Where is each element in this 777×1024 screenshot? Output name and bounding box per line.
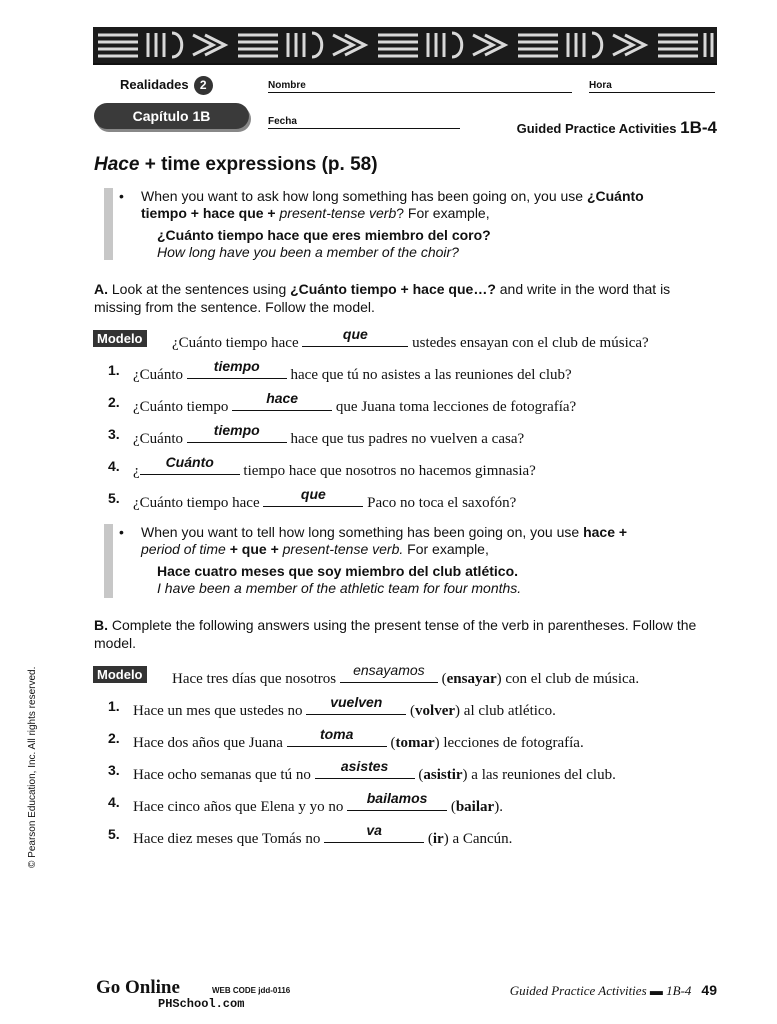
activity-heading	[517, 118, 717, 138]
answer-text: Cuánto	[165, 454, 214, 470]
nombre-field[interactable]	[268, 80, 306, 91]
answer-blank[interactable]	[232, 390, 332, 411]
part-b-item	[0, 758, 777, 783]
item-sentence	[133, 358, 572, 384]
item-sentence	[133, 390, 577, 416]
hora-line	[589, 92, 715, 93]
note1-l2a: tiempo + hace que +	[141, 205, 280, 221]
bullet-icon: •	[119, 524, 124, 540]
model-answer: que	[342, 326, 368, 342]
item-post: que Juana toma lecciones de fotografía?	[332, 399, 577, 415]
item-post: a las reuniones del club.	[467, 767, 616, 783]
item-number: 5.	[108, 826, 120, 842]
model-blank	[340, 662, 438, 683]
item-number: 2.	[108, 394, 120, 410]
note1-example-block	[125, 227, 735, 261]
part-b-item	[0, 726, 777, 751]
item-sentence: Hace un mes que ustedes no vuelven (volver) al club atlético.	[133, 694, 556, 719]
item-pre: ¿Cuánto tiempo	[133, 399, 233, 415]
guided-label: Guided Practice Activities	[516, 121, 677, 136]
item-post: Paco no toca el saxofón?	[363, 495, 517, 511]
header-banner	[93, 27, 717, 63]
item-number: 5.	[108, 490, 120, 506]
note1-example: ¿Cuánto tiempo hace que eres miembro del coro?	[157, 227, 491, 243]
item-post: tiempo hace que nosotros no hacemos gimnasia?	[239, 463, 536, 479]
note1-l1a: When you want to ask how long something has been going on, you use	[141, 188, 587, 204]
realidades-label	[120, 76, 213, 95]
item-pre: ¿	[133, 463, 140, 479]
part-a-model	[0, 326, 777, 351]
item-post: hace que tú no asistes a las reuniones del club?	[286, 367, 572, 383]
chapter-badge: Capítulo 1B	[94, 103, 249, 129]
note2-translation: I have been a member of the athletic team for four months.	[157, 580, 522, 596]
answer-blank[interactable]	[306, 694, 406, 715]
activity-code: 1B-4	[680, 118, 717, 137]
answer-blank[interactable]	[187, 358, 287, 379]
note2-l2d: For example,	[403, 541, 489, 557]
part-b-item	[0, 822, 777, 847]
page-number: 49	[701, 982, 717, 998]
answer-text: que	[300, 486, 326, 502]
part-b-instructions	[94, 616, 709, 652]
grammar-note-1	[104, 188, 735, 260]
item-pre: Hace ocho semanas que tú no	[133, 767, 315, 783]
answer-blank[interactable]	[140, 454, 240, 475]
site-link[interactable]: PHSchool.com	[158, 997, 245, 1011]
model-post: con el club de música.	[501, 671, 640, 687]
answer-text: hace	[266, 390, 299, 406]
item-post: lecciones de fotografía.	[439, 735, 584, 751]
note2-l2c: present-tense verb.	[282, 541, 404, 557]
answer-blank[interactable]	[324, 822, 424, 843]
item-number: 2.	[108, 730, 120, 746]
verb-hint: tomar	[395, 735, 435, 751]
verb-hint: bailar	[455, 799, 495, 815]
answer-blank[interactable]	[347, 790, 447, 811]
note1-l2c: ? For example,	[396, 205, 490, 221]
model-blank	[302, 326, 408, 347]
item-pre: Hace diez meses que Tomás no	[133, 831, 325, 847]
item-number: 1.	[108, 698, 120, 714]
verb-hint: ir	[432, 831, 444, 847]
part-a-instructions	[94, 280, 709, 316]
model-sentence	[172, 326, 649, 352]
item-pre: ¿Cuánto	[133, 367, 187, 383]
model-answer: ensayamos	[353, 662, 425, 678]
note1-translation: How long have you been a member of the choir?	[157, 244, 459, 260]
title-italic: Hace	[94, 154, 140, 175]
item-post: hace que tus padres no vuelven a casa?	[286, 431, 525, 447]
model-sentence: Hace tres días que nosotros ensayamos (ensayar) con el club de música.	[172, 662, 640, 687]
answer-blank[interactable]	[287, 726, 387, 747]
part-a-instr-c: and write in the word that is missing from the sentence. Follow the model.	[94, 281, 671, 315]
answer-text: toma	[319, 726, 354, 742]
note2-example-block	[125, 563, 735, 597]
model-pre: Hace tres días que nosotros	[172, 671, 340, 687]
part-a-item	[0, 486, 777, 511]
footer-dash-icon: ▬	[649, 983, 663, 998]
note1-l1b: ¿Cuánto	[586, 188, 644, 204]
footer-activities: Guided Practice Activities	[509, 983, 647, 998]
fecha-field[interactable]	[268, 116, 297, 127]
item-number: 1.	[108, 362, 120, 378]
nombre-line	[268, 92, 572, 93]
verb-hint: volver	[415, 703, 456, 719]
item-pre: Hace un mes que ustedes no	[133, 703, 307, 719]
bullet-icon: •	[119, 188, 124, 204]
part-a-label: A.	[94, 281, 108, 297]
item-number: 4.	[108, 458, 120, 474]
verb-hint: asistir	[423, 767, 463, 783]
go-online-logo: Go Online	[96, 977, 180, 998]
answer-text: va	[366, 822, 382, 838]
item-pre: ¿Cuánto	[133, 431, 187, 447]
answer-blank[interactable]	[315, 758, 415, 779]
model-pre: ¿Cuánto tiempo hace	[172, 335, 303, 351]
item-post: al club atlético.	[460, 703, 556, 719]
answer-blank[interactable]	[263, 486, 363, 507]
note2-l1b: hace +	[583, 524, 628, 540]
level-badge: 2	[194, 76, 213, 95]
note2-l1a: When you want to tell how long something has been going on, you use	[141, 524, 584, 540]
note2-example: Hace cuatro meses que soy miembro del club atlético.	[157, 563, 519, 579]
part-a-item	[0, 390, 777, 415]
item-number: 3.	[108, 426, 120, 442]
realidades-text: Realidades	[120, 76, 189, 92]
model-verb: ensayar	[446, 671, 497, 687]
grammar-note-2	[104, 524, 735, 598]
modelo-badge: Modelo	[93, 330, 147, 347]
note1-text	[125, 188, 735, 222]
note2-l2a: period of time	[141, 541, 226, 557]
note2-l2b: + que +	[225, 541, 283, 557]
item-sentence: Hace diez meses que Tomás no va (ir) a Cancún.	[133, 822, 513, 847]
item-number: 4.	[108, 794, 120, 810]
part-b-instr: Complete the following answers using the present tense of the verb in parentheses. Follow the model.	[94, 617, 697, 651]
item-pre: Hace cinco años que Elena y yo no	[133, 799, 348, 815]
nombre-label: Nombre	[268, 80, 306, 91]
part-a-item	[0, 358, 777, 383]
banner-pattern	[93, 27, 717, 63]
page-title	[94, 154, 378, 176]
banner-rule	[93, 63, 717, 65]
answer-text: tiempo	[213, 422, 260, 438]
item-sentence: Hace ocho semanas que tú no asistes (asistir) a las reuniones del club.	[133, 758, 616, 783]
title-rest: + time expressions (p. 58)	[139, 154, 378, 175]
footer-page-info	[510, 982, 717, 999]
item-sentence: Hace dos años que Juana toma (tomar) lecciones de fotografía.	[133, 726, 584, 751]
item-sentence	[133, 422, 525, 448]
footer-code: 1B-4	[666, 983, 692, 998]
part-a-item	[0, 454, 777, 479]
item-sentence	[133, 454, 536, 480]
answer-text: vuelven	[330, 694, 383, 710]
part-b-model	[0, 662, 777, 687]
copyright-notice: © Pearson Education, Inc. All rights reserved.	[27, 666, 38, 868]
part-b-item	[0, 694, 777, 719]
answer-text: bailamos	[366, 790, 428, 806]
part-b-label: B.	[94, 617, 108, 633]
answer-text: asistes	[340, 758, 389, 774]
item-pre: ¿Cuánto tiempo hace	[133, 495, 264, 511]
item-post: .	[499, 799, 503, 815]
answer-blank[interactable]	[187, 422, 287, 443]
item-number: 3.	[108, 762, 120, 778]
hora-label: Hora	[589, 80, 612, 91]
part-b-item	[0, 790, 777, 815]
part-a-item	[0, 422, 777, 447]
item-sentence	[133, 486, 517, 512]
modelo-badge: Modelo	[93, 666, 147, 683]
item-pre: Hace dos años que Juana	[133, 735, 287, 751]
hora-field[interactable]	[589, 80, 612, 91]
item-post: a Cancún.	[448, 831, 513, 847]
fecha-line	[268, 128, 460, 129]
note2-text	[125, 524, 735, 558]
fecha-label: Fecha	[268, 116, 297, 127]
part-a-instr-a: Look at the sentences using	[108, 281, 291, 297]
part-a-instr-b: ¿Cuánto tiempo + hace que…?	[290, 281, 496, 297]
item-sentence: Hace cinco años que Elena y yo no bailamos (bailar).	[133, 790, 503, 815]
model-post: ustedes ensayan con el club de música?	[408, 335, 649, 351]
answer-text: tiempo	[213, 358, 260, 374]
note1-l2b: present-tense verb	[279, 205, 397, 221]
web-code: WEB CODE jdd-0116	[212, 986, 291, 995]
